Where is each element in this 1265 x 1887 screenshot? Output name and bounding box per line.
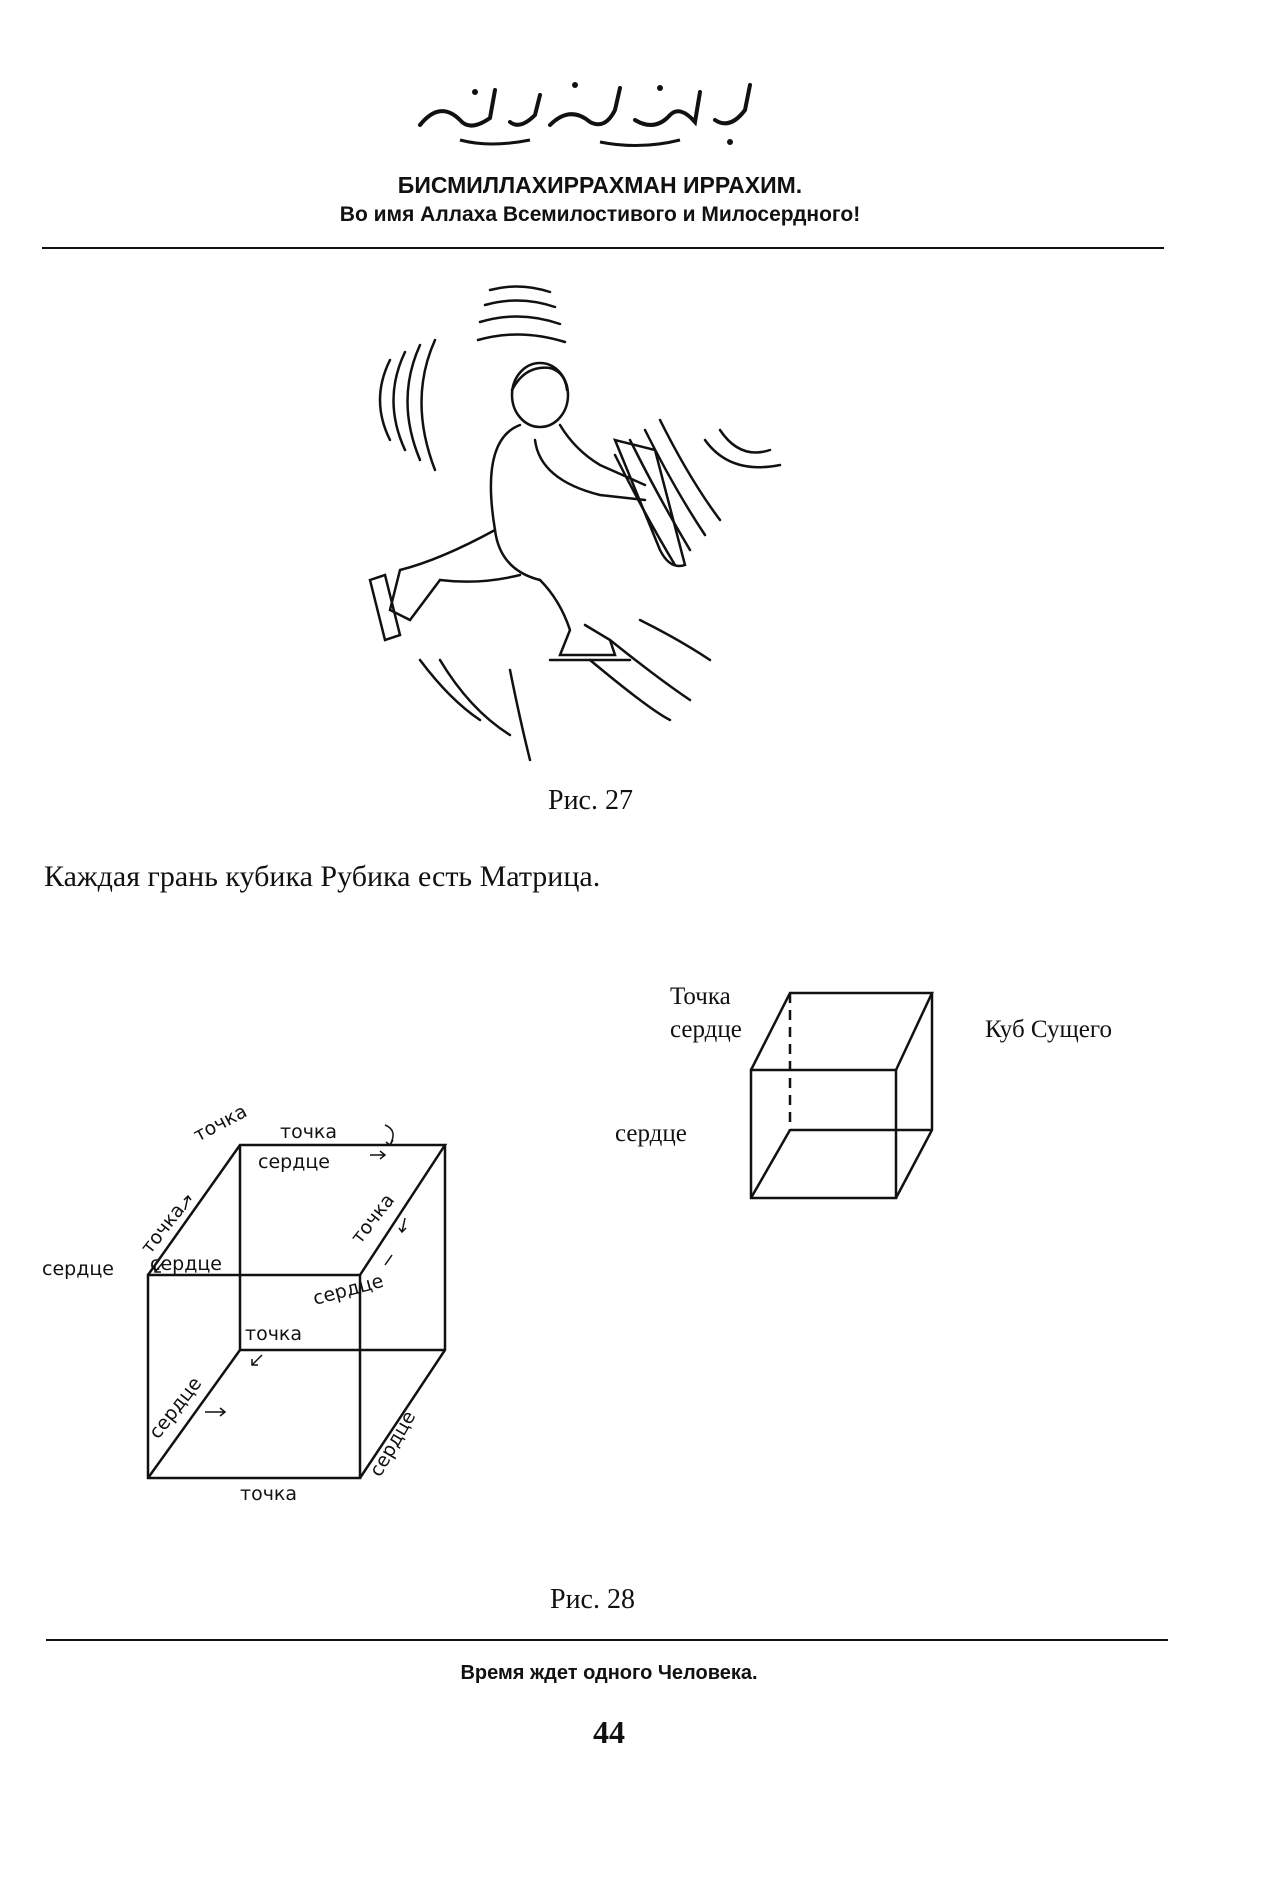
header-title: БИСМИЛЛАХИРРАХМАН ИРРАХИМ.: [397, 172, 803, 198]
right-cube-label-title: Куб Сущего: [985, 1016, 1112, 1043]
figure-27-skater-illustration: [360, 280, 800, 780]
right-cube-drawing: [745, 985, 945, 1215]
hand-bottom-right-heart: сердце: [365, 1407, 421, 1481]
hand-right-point-diag: точка: [346, 1189, 400, 1249]
body-paragraph: Каждая грань кубика Рубика есть Матрица.: [44, 860, 601, 893]
hand-bottom-point: точка: [240, 1483, 298, 1505]
basmala-calligraphy: [400, 70, 780, 150]
page-number: 44: [593, 1714, 625, 1750]
left-cube-handwritten-labels: [40, 1100, 520, 1520]
hand-top-point-diag: точка: [190, 1100, 251, 1147]
right-cube-label-heart-left: сердце: [615, 1120, 687, 1147]
figure-28-caption: Рис. 28: [550, 1584, 635, 1615]
hand-bottom-heart-diag: сердце: [144, 1372, 207, 1444]
hand-top-heart: сердце: [258, 1151, 330, 1173]
header-rule: [42, 247, 1164, 249]
right-cube-label-point: Точка: [670, 983, 731, 1010]
figure-27-caption: Рис. 27: [548, 785, 633, 816]
footer-rule: [46, 1639, 1168, 1641]
hand-top-point: точка: [280, 1121, 338, 1143]
hand-left-heart-inner: сердце: [150, 1253, 222, 1275]
footer-text: Время ждет одного Человека.: [460, 1662, 758, 1684]
hand-right-heart: сердце: [310, 1269, 386, 1310]
hand-mid-point: точка: [245, 1323, 303, 1345]
hand-left-point-diag: точка: [136, 1199, 190, 1259]
header-subtitle: Во имя Аллаха Всемилостивого и Милосердного!: [339, 203, 861, 226]
skater-drawing: [360, 280, 800, 780]
basmala-drawing: [400, 70, 780, 150]
hand-left-heart-outer: сердце: [42, 1258, 114, 1280]
right-cube-label-heart-top: сердце: [670, 1016, 742, 1043]
